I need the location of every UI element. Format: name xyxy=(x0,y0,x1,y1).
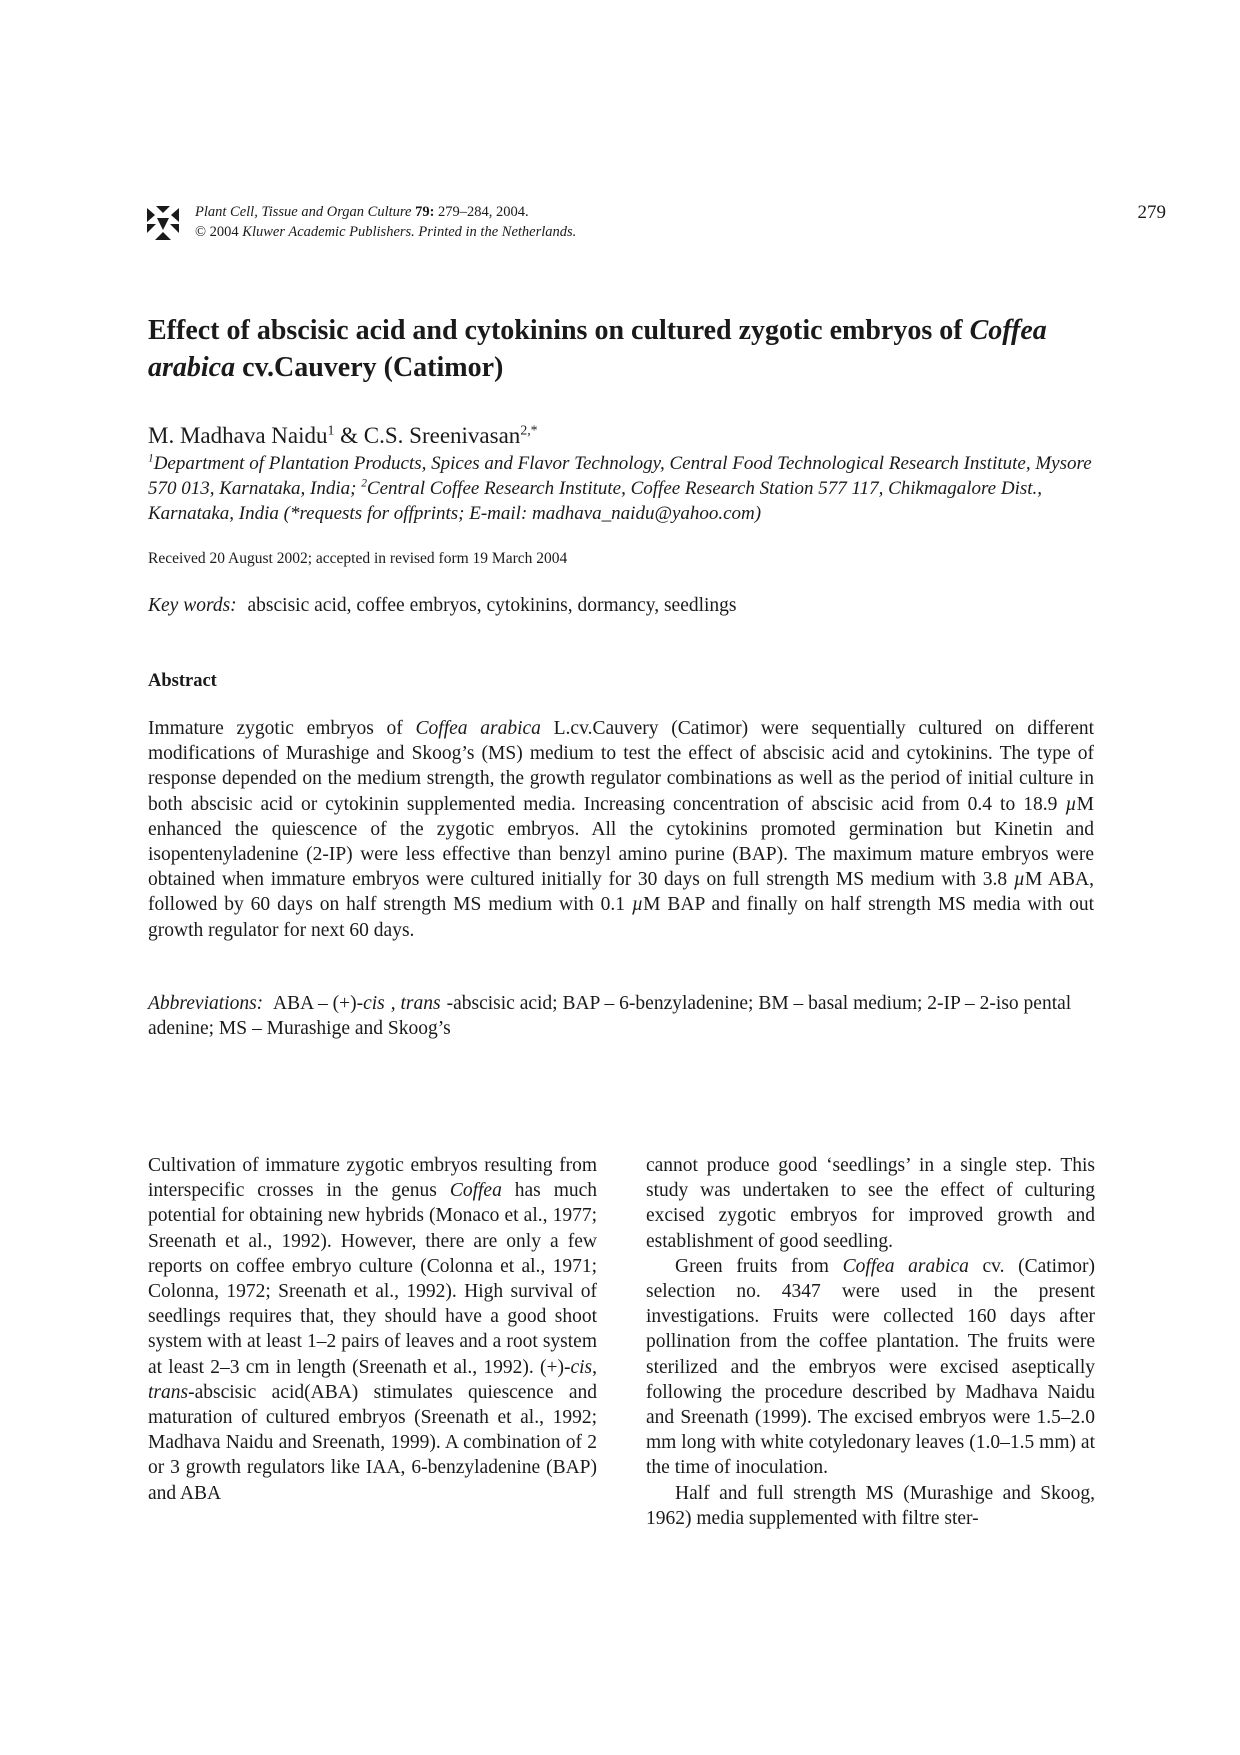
author-separator: & xyxy=(340,423,359,448)
col2-species: Coffea arabica xyxy=(842,1255,969,1277)
abstract-s2a: M enhanced the quiescence of the zygotic embryos. All the cytokinins promoted germination but Kinetin and isopentenyladenine (2-IP) were less effective than benzyl amino purine (BAP). The maximum mature embryos were obtained when immature embryos were cultured initially for 30 days on full strength MS medium with 3.8 xyxy=(148,793,1094,891)
body-paragraph: Half and full strength MS (Murashige and Skoog, 1962) media supplemented with filtre ster- xyxy=(646,1482,1095,1529)
abstract-heading: Abstract xyxy=(148,671,217,691)
keywords-label: Key words: xyxy=(148,595,237,616)
journal-name: Plant Cell, Tissue and Organ Culture xyxy=(195,204,412,220)
abstract-s3a: M ABA, followed by 60 days on half strength MS medium with 0.1 xyxy=(148,869,1095,916)
author-list xyxy=(148,422,538,450)
title-genus: Coffea xyxy=(969,315,1047,346)
kluwer-logo-icon xyxy=(146,204,180,242)
abstract-mu: µ xyxy=(1065,793,1077,815)
author-2: C.S. Sreenivasan xyxy=(363,423,521,448)
abbrev-trans: trans xyxy=(400,993,441,1014)
copyright-year: 2004 xyxy=(209,224,239,240)
keywords xyxy=(148,595,737,617)
author-1: M. Madhava Naidu xyxy=(148,423,328,448)
col1-b: has much potential for obtaining new hybrids (Monaco et al., 1977; Sreenath et al., 1992). However, there are only a few reports on coffee embryo culture (Colonna et al., 1971; Colonna, 1972; Sreenath et al., 1992). High survival of seedlings requires that, they should have a good shoot system with at least 1–2 pairs of leaves and a root system at least 2–3 cm in length (Sreenath et al., 1992). (+)- xyxy=(148,1180,598,1378)
author-1-sup: 1 xyxy=(327,422,335,438)
journal-pages-year: 279–284, 2004. xyxy=(438,204,529,220)
affiliations xyxy=(148,451,1108,526)
abstract-body xyxy=(148,716,1094,943)
abbrev-comma: , xyxy=(390,993,396,1014)
abbrev-label: Abbreviations: xyxy=(148,993,264,1014)
abbreviations xyxy=(148,991,1094,1041)
affil-1: Department of Plantation Products, Spices and Flavor Technology, Central Food Technological Research Institute, Mysore 570 013, Karnataka, India; xyxy=(148,453,1092,499)
col1-cis: cis xyxy=(570,1356,593,1378)
keywords-terms: abscisic acid, coffee embryos, cytokinins, dormancy, seedlings xyxy=(247,595,737,616)
abstract-s1a: Immature zygotic embryos of xyxy=(148,718,403,739)
col1-c: -abscisic acid(ABA) stimulates quiescence and maturation of cultured embryos (Sreenath et al., 1992; Madhava Naidu and Sreenath, 1999). A combination of 2 or 3 growth regulators like IAA, 6-benzyladenine (BAP) and ABA xyxy=(148,1381,597,1504)
body-column-right xyxy=(646,1153,1095,1531)
article-title xyxy=(148,312,1108,386)
affil-sup-1: 1 xyxy=(148,452,154,465)
title-species: arabica xyxy=(148,352,236,383)
col2-p2b: cv. (Catimor) selection no. 4347 were used in the present investigations. Fruits were collected 160 days after pollination from the coffee plantation. The fruits were sterilized and the embryos were excised aseptically following the procedure described by Madhava Naidu and Sreenath (1999). The excised embryos were 1.5–2.0 mm long with white cotyledonary leaves (1.0–1.5 mm) at the time of inoculation. xyxy=(646,1255,1095,1479)
abbrev-cis: cis xyxy=(363,993,385,1014)
col1-trans: trans xyxy=(148,1381,189,1403)
received-dates: Received 20 August 2002; accepted in revised form 19 March 2004 xyxy=(148,550,568,567)
journal-volume: 79: xyxy=(415,204,435,220)
affil-2: Central Coffee Research Institute, Coffee Research Station 577 117, Chikmagalore Dist., Karnataka, India (*requests for offprints; E-mail: madhava_naidu@yahoo.com) xyxy=(148,478,1043,524)
title-part-2: cv.Cauvery (Catimor) xyxy=(242,352,504,383)
copyright-symbol: © xyxy=(195,224,207,240)
abstract-mu: µ xyxy=(631,894,644,916)
publisher-line: Kluwer Academic Publishers. Printed in the Netherlands. xyxy=(242,224,577,240)
page-number: 279 xyxy=(1137,202,1166,223)
title-part-1: Effect of abscisic acid and cytokinins on cultured zygotic embryos of xyxy=(148,315,963,346)
body-paragraph xyxy=(646,1254,1095,1481)
abstract-s1b: L.cv.Cauvery (Catimor) were sequentially cultured on different modifications of Murashige and Skoog’s (MS) medium to test the effect of abscisic acid and cytokinins. The type of response depended on the medium strength, the growth regulator combinations as well as the period of initial culture in both abscisic acid or cytokinin supplemented media. Increasing concentration of abscisic acid from 0.4 to 18.9 xyxy=(148,718,1095,815)
body-paragraph: cannot produce good ‘seedlings’ in a single step. This study was undertaken to see the effect of culturing excised zygotic embryos for improved growth and establishment of good seedling. xyxy=(646,1155,1095,1252)
abstract-mu: µ xyxy=(1013,869,1026,891)
col1-comma: , xyxy=(592,1356,597,1378)
affil-sup-2: 2 xyxy=(361,477,367,490)
col1-a: Cultivation of immature zygotic embryos resulting from interspecific crosses in the genus xyxy=(148,1155,597,1202)
author-2-sup: 2,* xyxy=(520,422,538,438)
journal-line-1 xyxy=(195,202,576,222)
journal-citation xyxy=(195,202,576,242)
body-column-left xyxy=(148,1153,597,1506)
body-paragraph xyxy=(148,1153,597,1506)
col1-genus: Coffea xyxy=(449,1180,502,1202)
col2-p2a: Green fruits from xyxy=(675,1255,829,1277)
abbrev-t1: ABA – (+)- xyxy=(272,993,364,1014)
abstract-species: Coffea arabica xyxy=(415,718,541,739)
abstract-s4a: M BAP and finally on half strength MS media with out growth regulator for next 60 days. xyxy=(148,894,1094,941)
abbrev-t2: -abscisic acid; BAP – 6-benzyladenine; BM – basal medium; 2-IP – 2-iso pental adenine; MS – Murashige and Skoog’s xyxy=(148,993,1072,1040)
journal-line-2 xyxy=(195,222,576,242)
